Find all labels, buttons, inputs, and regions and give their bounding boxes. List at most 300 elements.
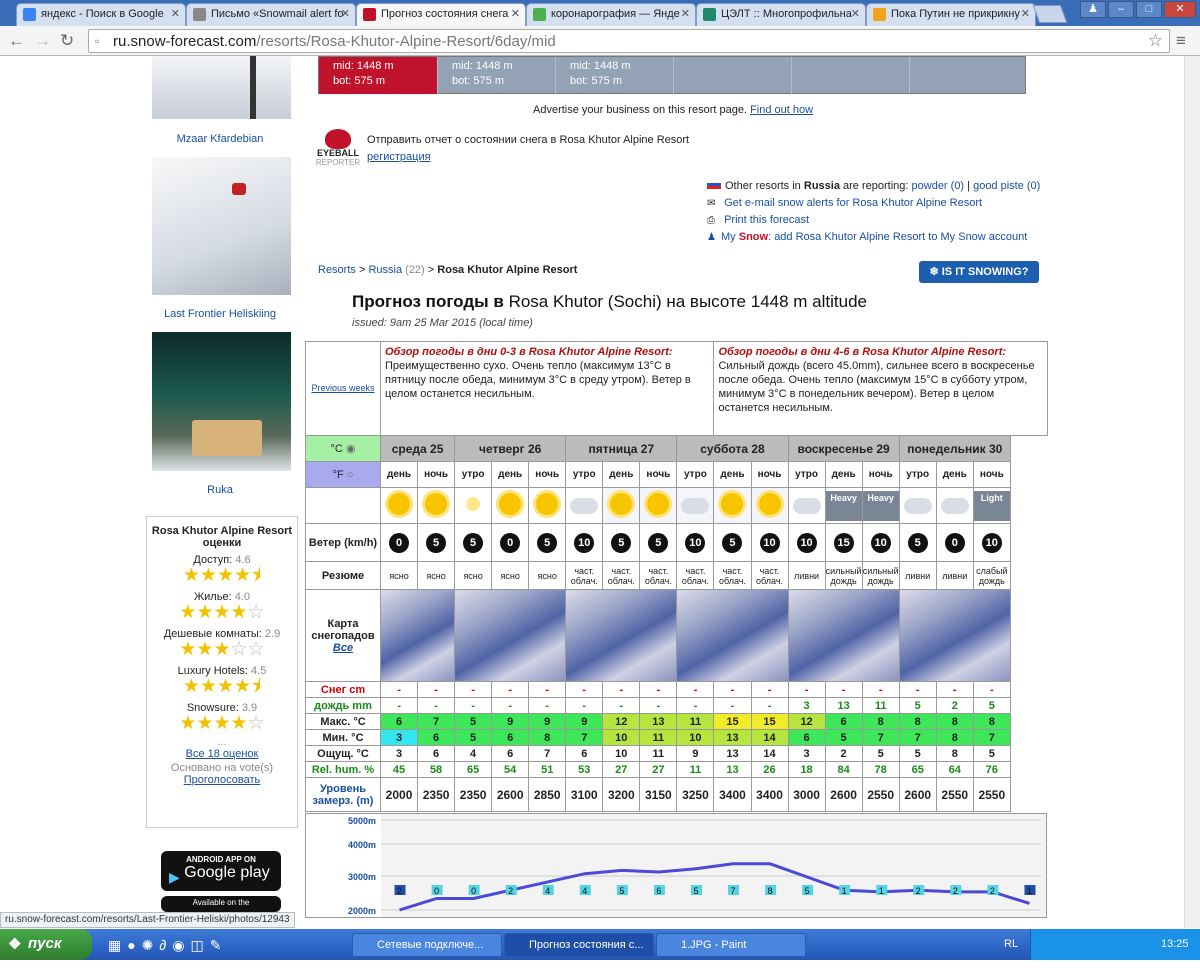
weather-summary: част. облач.: [566, 562, 603, 590]
wind-label: Ветер (km/h): [306, 524, 381, 562]
feel-value: 3: [381, 746, 418, 762]
snow-value: -: [381, 682, 418, 698]
wind-arrow-icon: 0: [492, 524, 529, 562]
chart-wind-value: 0: [471, 886, 477, 896]
chart-wind-value: 5: [619, 886, 625, 896]
eyeball-text: Отправить отчет о состоянии снега в: [367, 134, 557, 146]
min-value: 10: [677, 730, 714, 746]
reload-icon[interactable]: ↻: [60, 31, 75, 50]
print-line[interactable]: [707, 214, 809, 226]
wind-arrow-icon: 15: [825, 524, 862, 562]
clock: 13:25: [1161, 938, 1189, 950]
day-header: среда 25: [381, 436, 455, 462]
caption-mzaar[interactable]: Mzaar Kfardebian: [176, 133, 264, 145]
rating-stars-icon[interactable]: ★★★★☆: [179, 713, 265, 734]
cloud-icon: [677, 488, 714, 524]
eyeball-resort: Rosa Khutor Alpine Resort: [559, 134, 690, 146]
snow-value: -: [788, 682, 825, 698]
feel-value: 3: [788, 746, 825, 762]
good-piste-link[interactable]: good piste (0): [973, 180, 1041, 192]
freeze-value: 2350: [455, 778, 492, 812]
snow-value: -: [899, 682, 936, 698]
rating-stars-icon[interactable]: ★★★★⯨: [182, 676, 262, 697]
rating-label: Жилье: 4.0: [194, 591, 250, 603]
feel-value: 2: [825, 746, 862, 762]
unit-fahrenheit-toggle[interactable]: °F ○: [306, 462, 381, 488]
close-window-button[interactable]: ✕: [1164, 1, 1196, 18]
rain-label: дождь mm: [306, 698, 381, 714]
summary-label: Резюме: [306, 562, 381, 590]
cloud-icon: [936, 488, 973, 524]
chart-wind-value: 7: [730, 886, 736, 896]
close-tab-icon[interactable]: ✕: [170, 8, 180, 20]
period-label: утро: [677, 462, 714, 488]
chart-wind-value: 5: [693, 886, 699, 896]
period-label: день: [936, 462, 973, 488]
sun-icon: [714, 488, 751, 524]
chart-wind-value: 2: [508, 886, 514, 896]
close-tab-icon[interactable]: ✕: [340, 8, 350, 20]
strip-cell-2: mid: 1448 m bot: 575 m: [555, 57, 673, 94]
min-value: 10: [603, 730, 640, 746]
weather-summary: част. облач.: [677, 562, 714, 590]
rain-value: 13: [825, 698, 862, 714]
hum-value: 26: [751, 762, 788, 778]
tab-label: Пока Путин не прикрикну: [891, 8, 1020, 20]
hum-value: 76: [973, 762, 1010, 778]
snow-value: -: [640, 682, 677, 698]
hum-value: 51: [529, 762, 566, 778]
breadcrumb-russia[interactable]: Russia: [368, 264, 403, 276]
weather-summary: част. облач.: [603, 562, 640, 590]
max-value: 6: [381, 714, 418, 730]
freeze-value: 2000: [381, 778, 418, 812]
new-tab-button[interactable]: [1033, 5, 1068, 23]
freeze-value: 3400: [751, 778, 788, 812]
browser-tab-2[interactable]: [356, 3, 526, 26]
eyeball-text-line: [367, 134, 689, 146]
rain-cloud-icon: Heavy: [862, 488, 899, 524]
weather-summary: сильный дождь: [862, 562, 899, 590]
wind-arrow-icon: 0: [936, 524, 973, 562]
chart-wind-value: 6: [656, 886, 662, 896]
snow-label: Снег cm: [306, 682, 381, 698]
page-icon: ▫: [95, 34, 100, 48]
app-store-badge[interactable]: [161, 896, 281, 912]
weather-summary: част. облач.: [640, 562, 677, 590]
advertise-line: [533, 104, 813, 116]
envelope-icon: ✉: [707, 198, 716, 209]
rating-stars-icon[interactable]: ★★★★☆: [179, 602, 265, 623]
hum-value: 18: [788, 762, 825, 778]
freeze-value: 3100: [566, 778, 603, 812]
period-label: ночь: [862, 462, 899, 488]
powder-link[interactable]: powder (0): [911, 180, 965, 192]
wind-arrow-icon: 5: [640, 524, 677, 562]
browser-tab-1[interactable]: [186, 3, 356, 26]
feel-value: 5: [899, 746, 936, 762]
task-browser[interactable]: Прогноз состояния с...: [504, 933, 654, 957]
hum-value: 64: [936, 762, 973, 778]
max-value: 8: [899, 714, 936, 730]
rating-item: [151, 591, 293, 623]
caption-last-frontier[interactable]: Last Frontier Heliskiing: [164, 308, 276, 320]
weather-summary: ясно: [381, 562, 418, 590]
cloud-icon: [899, 488, 936, 524]
apple-small-text: Available on the: [192, 898, 250, 907]
period-label: ночь: [418, 462, 455, 488]
feel-value: 5: [973, 746, 1010, 762]
chart-wind-value: 4: [582, 886, 588, 896]
max-value: 6: [825, 714, 862, 730]
snow-map-image[interactable]: [381, 590, 455, 682]
wind-arrow-icon: 5: [603, 524, 640, 562]
day-header: пятница 27: [566, 436, 677, 462]
wind-arrow-icon: 5: [418, 524, 455, 562]
rain-value: 11: [862, 698, 899, 714]
back-icon[interactable]: ←: [8, 31, 25, 50]
sun-icon: [492, 488, 529, 524]
day-header: суббота 28: [677, 436, 788, 462]
wind-arrow-icon: 5: [899, 524, 936, 562]
snow-map-image[interactable]: [899, 590, 1010, 682]
register-link[interactable]: регистрация: [367, 151, 431, 163]
browser-tab-0[interactable]: [16, 3, 186, 26]
snow-map-image[interactable]: [455, 590, 566, 682]
period-label: день: [381, 462, 418, 488]
wind-arrow-icon: 10: [677, 524, 714, 562]
url-path: /resorts/Rosa-Khutor-Alpine-Resort/6day/mid: [256, 33, 556, 50]
freeze-value: 2600: [825, 778, 862, 812]
hum-value: 53: [566, 762, 603, 778]
snow-value: -: [529, 682, 566, 698]
scrollbar[interactable]: [1184, 56, 1200, 928]
chart-wind-value: 1: [1026, 886, 1032, 896]
period-label: утро: [566, 462, 603, 488]
weather-summary: ясно: [492, 562, 529, 590]
start-button[interactable]: ❖ пуск: [0, 929, 92, 960]
hum-value: 54: [492, 762, 529, 778]
max-value: 5: [455, 714, 492, 730]
rain-value: -: [603, 698, 640, 714]
tab-label: Прогноз состояния снега: [381, 8, 509, 20]
min-value: 8: [529, 730, 566, 746]
sun-icon: [640, 488, 677, 524]
tab-label: коронарография — Янде: [551, 8, 680, 20]
rating-stars-icon[interactable]: ★★★☆☆: [179, 639, 265, 660]
rain-value: -: [455, 698, 492, 714]
freeze-value: 2550: [936, 778, 973, 812]
period-label: день: [492, 462, 529, 488]
google-play-badge[interactable]: [161, 851, 281, 891]
weather-summary: ливни: [936, 562, 973, 590]
rain-value: 5: [899, 698, 936, 714]
task-paint[interactable]: 1.JPG - Paint: [656, 933, 806, 957]
max-value: 11: [677, 714, 714, 730]
news-icon: [873, 8, 886, 21]
previous-weeks-link[interactable]: Previous weeks: [311, 383, 375, 393]
rating-label: Доступ: 4.6: [193, 554, 251, 566]
breadcrumb: Resorts > Russia (22) > Rosa Khutor Alpine Resort: [318, 264, 578, 276]
feel-label: Ощущ. °C: [306, 746, 381, 762]
status-url: ru.snow-forecast.com/resorts/Last-Frontier-Heliski/photos/12943: [0, 912, 295, 928]
min-value: 14: [751, 730, 788, 746]
chart-axis-label: 3000m: [347, 872, 376, 882]
snow-map-image[interactable]: [788, 590, 899, 682]
snow-map-image[interactable]: [566, 590, 677, 682]
freeze-value: 2550: [862, 778, 899, 812]
resort-photo-mzaar[interactable]: [152, 56, 291, 119]
sun-icon: [418, 488, 455, 524]
hum-value: 27: [603, 762, 640, 778]
all-reviews-link[interactable]: Все 18 оценок: [185, 748, 259, 760]
freeze-value: 2550: [973, 778, 1010, 812]
previous-weeks-cell: [306, 342, 381, 436]
mysnow-line[interactable]: ♟ My Snow: add Rosa Khutor Alpine Resort to My Snow account: [707, 231, 1028, 243]
sun-icon: [529, 488, 566, 524]
forecast-table: [305, 341, 1048, 812]
wind-arrow-icon: 5: [529, 524, 566, 562]
print-link[interactable]: Print this forecast: [724, 214, 810, 226]
max-value: 7: [418, 714, 455, 730]
yandex-icon: [533, 8, 546, 21]
rating-label: Snowsure: 3.9: [186, 702, 258, 714]
windows-taskbar: [0, 929, 1200, 960]
chart-wind-value: 1: [841, 886, 847, 896]
freeze-value: 2600: [899, 778, 936, 812]
wind-arrow-icon: 5: [455, 524, 492, 562]
map-all-link[interactable]: Все: [332, 641, 354, 654]
max-value: 15: [714, 714, 751, 730]
eyeball-reporter-logo[interactable]: [314, 129, 362, 167]
hum-value: 84: [825, 762, 862, 778]
is-it-snowing-button[interactable]: ❄ IS IT SNOWING?: [919, 261, 1039, 283]
chart-wind-value: 2: [915, 886, 921, 896]
windows-logo-icon: ❖: [8, 936, 22, 953]
email-alerts-line[interactable]: [707, 197, 982, 209]
feel-value: 4: [455, 746, 492, 762]
snow-value: -: [714, 682, 751, 698]
close-tab-icon[interactable]: ✕: [510, 8, 520, 20]
rain-cloud-icon: Heavy: [825, 488, 862, 524]
period-label: утро: [788, 462, 825, 488]
rating-stars-icon[interactable]: ★★★★⯨: [182, 565, 262, 586]
resort-photo-ruka[interactable]: [152, 332, 291, 471]
weather-summary: част. облач.: [714, 562, 751, 590]
hum-value: 65: [455, 762, 492, 778]
person-icon: ♟: [707, 232, 716, 243]
min-value: 11: [640, 730, 677, 746]
max-label: Макс. °C: [306, 714, 381, 730]
mysnow-link[interactable]: : add Rosa Khutor Alpine Resort to My Snow account: [768, 231, 1028, 243]
hum-value: 65: [899, 762, 936, 778]
quick-launch-icons[interactable]: ▦●✺∂◉◫✎: [108, 937, 228, 953]
sun-icon: [381, 488, 418, 524]
menu-icon[interactable]: ≡: [1176, 31, 1186, 50]
maximize-button[interactable]: □: [1136, 1, 1162, 18]
day-header: воскресенье 29: [788, 436, 899, 462]
min-value: 13: [714, 730, 751, 746]
day-header: понедельник 30: [899, 436, 1010, 462]
hum-value: 78: [862, 762, 899, 778]
tab-label: ЦЭЛТ :: Многопрофильна: [721, 8, 852, 20]
snow-value: -: [973, 682, 1010, 698]
caption-ruka[interactable]: Ruka: [207, 484, 233, 496]
browser-tab-3[interactable]: [526, 3, 696, 26]
rating-item: [151, 702, 293, 734]
period-label: день: [603, 462, 640, 488]
weather-summary: част. облач.: [751, 562, 788, 590]
language-indicator[interactable]: RL: [1004, 938, 1019, 950]
unit-celsius-toggle[interactable]: °C ◉: [306, 436, 381, 462]
ratings-box: [146, 516, 298, 828]
advertise-link[interactable]: Find out how: [750, 104, 814, 116]
resort-photo-last-frontier[interactable]: [152, 157, 291, 295]
other-resorts-line: Other resorts in Russia are reporting: powder (0) | good piste (0): [707, 180, 1040, 192]
period-label: ночь: [529, 462, 566, 488]
rain-value: -: [418, 698, 455, 714]
moon-icon: [455, 488, 492, 524]
browser-tab-5[interactable]: [866, 3, 1036, 26]
bookmark-star-icon[interactable]: ☆: [1147, 31, 1163, 50]
min-value: 6: [492, 730, 529, 746]
max-value: 15: [751, 714, 788, 730]
breadcrumb-current: Rosa Khutor Alpine Resort: [437, 264, 578, 276]
snow-value: -: [862, 682, 899, 698]
max-value: 8: [936, 714, 973, 730]
strip-cell-1: mid: 1448 m bot: 575 m: [437, 57, 555, 94]
russia-flag-icon: [707, 180, 721, 189]
snow-value: -: [603, 682, 640, 698]
chart-axis-label: 4000m: [347, 840, 376, 850]
rain-value: -: [677, 698, 714, 714]
browser-tab-bar: [0, 0, 1200, 26]
hum-value: 58: [418, 762, 455, 778]
rain-value: -: [640, 698, 677, 714]
feel-value: 8: [936, 746, 973, 762]
rain-value: -: [714, 698, 751, 714]
printer-icon: ⎙: [707, 215, 715, 226]
rain-value: -: [566, 698, 603, 714]
email-alerts-link[interactable]: Get e-mail snow alerts for Rosa Khutor Alpine Resort: [724, 197, 983, 209]
based-on-text: Основано на vote(s): [170, 762, 274, 774]
chart-wind-value: 2: [989, 886, 995, 896]
system-tray: [1030, 929, 1200, 960]
min-value: 7: [862, 730, 899, 746]
period-label: ночь: [640, 462, 677, 488]
reporter-logo-text: REPORTER: [315, 158, 361, 167]
sun-icon: [751, 488, 788, 524]
weather-summary: ливни: [788, 562, 825, 590]
eyeball-icon: [325, 129, 351, 149]
period-label: день: [825, 462, 862, 488]
tab-label: яндекс - Поиск в Google: [41, 8, 164, 20]
chart-wind-value: 4: [545, 886, 551, 896]
ellipsis: ...: [217, 736, 227, 748]
snowflake-icon: ❄: [929, 266, 939, 278]
max-value: 9: [492, 714, 529, 730]
forecast-issued: issued: 9am 25 Mar 2015 (local time): [352, 317, 533, 329]
vote-link[interactable]: Проголосовать: [183, 774, 261, 786]
breadcrumb-resorts[interactable]: Resorts: [318, 264, 356, 276]
strip-cell-4: [791, 57, 909, 94]
close-tab-icon[interactable]: ✕: [850, 8, 860, 20]
min-label: Мин. °C: [306, 730, 381, 746]
rain-value: -: [529, 698, 566, 714]
max-value: 13: [640, 714, 677, 730]
forward-icon[interactable]: →: [34, 31, 51, 50]
address-bar[interactable]: [88, 29, 1170, 53]
chart-wind-value: 8: [767, 886, 773, 896]
weather-summary: ясно: [418, 562, 455, 590]
min-value: 3: [381, 730, 418, 746]
snow-value: -: [825, 682, 862, 698]
snow-value: -: [455, 682, 492, 698]
user-icon[interactable]: ♟: [1080, 1, 1106, 18]
wind-arrow-icon: 10: [751, 524, 788, 562]
strip-cell-5: [909, 57, 1025, 94]
close-tab-icon[interactable]: ✕: [680, 8, 690, 20]
google-icon: [23, 8, 36, 21]
min-value: 5: [455, 730, 492, 746]
snow-value: -: [418, 682, 455, 698]
rain-value: -: [751, 698, 788, 714]
min-value: 7: [566, 730, 603, 746]
android-big-text: Google play: [184, 864, 270, 881]
rating-item: [151, 554, 293, 586]
snow-value: -: [492, 682, 529, 698]
task-network[interactable]: Сетевые подключе...: [352, 933, 502, 957]
max-value: 9: [529, 714, 566, 730]
freeze-value: 2350: [418, 778, 455, 812]
ratings-title: Rosa Khutor Alpine Resort оценки: [151, 525, 293, 549]
minimize-button[interactable]: –: [1108, 1, 1134, 18]
sun-icon: [603, 488, 640, 524]
url-host: ru.snow-forecast.com: [113, 33, 257, 50]
feel-value: 5: [862, 746, 899, 762]
chart-axis-label: 5000m: [347, 816, 376, 826]
snow-map-label: Карта снегопадов Все: [306, 590, 381, 682]
min-value: 6: [788, 730, 825, 746]
max-value: 8: [862, 714, 899, 730]
min-value: 6: [418, 730, 455, 746]
freeze-value: 3150: [640, 778, 677, 812]
snow-value: -: [936, 682, 973, 698]
min-value: 7: [899, 730, 936, 746]
period-label: ночь: [751, 462, 788, 488]
hum-value: 13: [714, 762, 751, 778]
min-value: 7: [973, 730, 1010, 746]
summary-days-0-3: Обзор погоды в дни 0-3 в Rosa Khutor Alpine Resort: Преимущественно сухо. Очень тепло (максимум 13°C в пятницу после обеда, минимум 3°C в среду утром). Ветер в целом останется несильным.: [381, 342, 714, 436]
freeze-value: 3000: [788, 778, 825, 812]
snow-value: -: [677, 682, 714, 698]
period-label: ночь: [973, 462, 1010, 488]
rating-label: Luxury Hotels: 4.5: [177, 665, 267, 677]
android-small-text: ANDROID APP ON: [186, 855, 256, 864]
forecast-title: Прогноз погоды в Rosa Khutor (Sochi) на высоте 1448 m altitude: [352, 292, 867, 311]
max-value: 12: [788, 714, 825, 730]
rating-label: Дешевые комнаты: 2.9: [163, 628, 281, 640]
chart-wind-value: 2: [952, 886, 958, 896]
freeze-value: 3400: [714, 778, 751, 812]
close-tab-icon[interactable]: ✕: [1020, 8, 1030, 20]
snow-map-image[interactable]: [677, 590, 788, 682]
chart-axis-label: 2000m: [347, 906, 376, 916]
browser-tab-4[interactable]: [696, 3, 866, 26]
feel-value: 6: [566, 746, 603, 762]
feel-value: 6: [492, 746, 529, 762]
mysnow-brand: Snow: [738, 231, 769, 243]
